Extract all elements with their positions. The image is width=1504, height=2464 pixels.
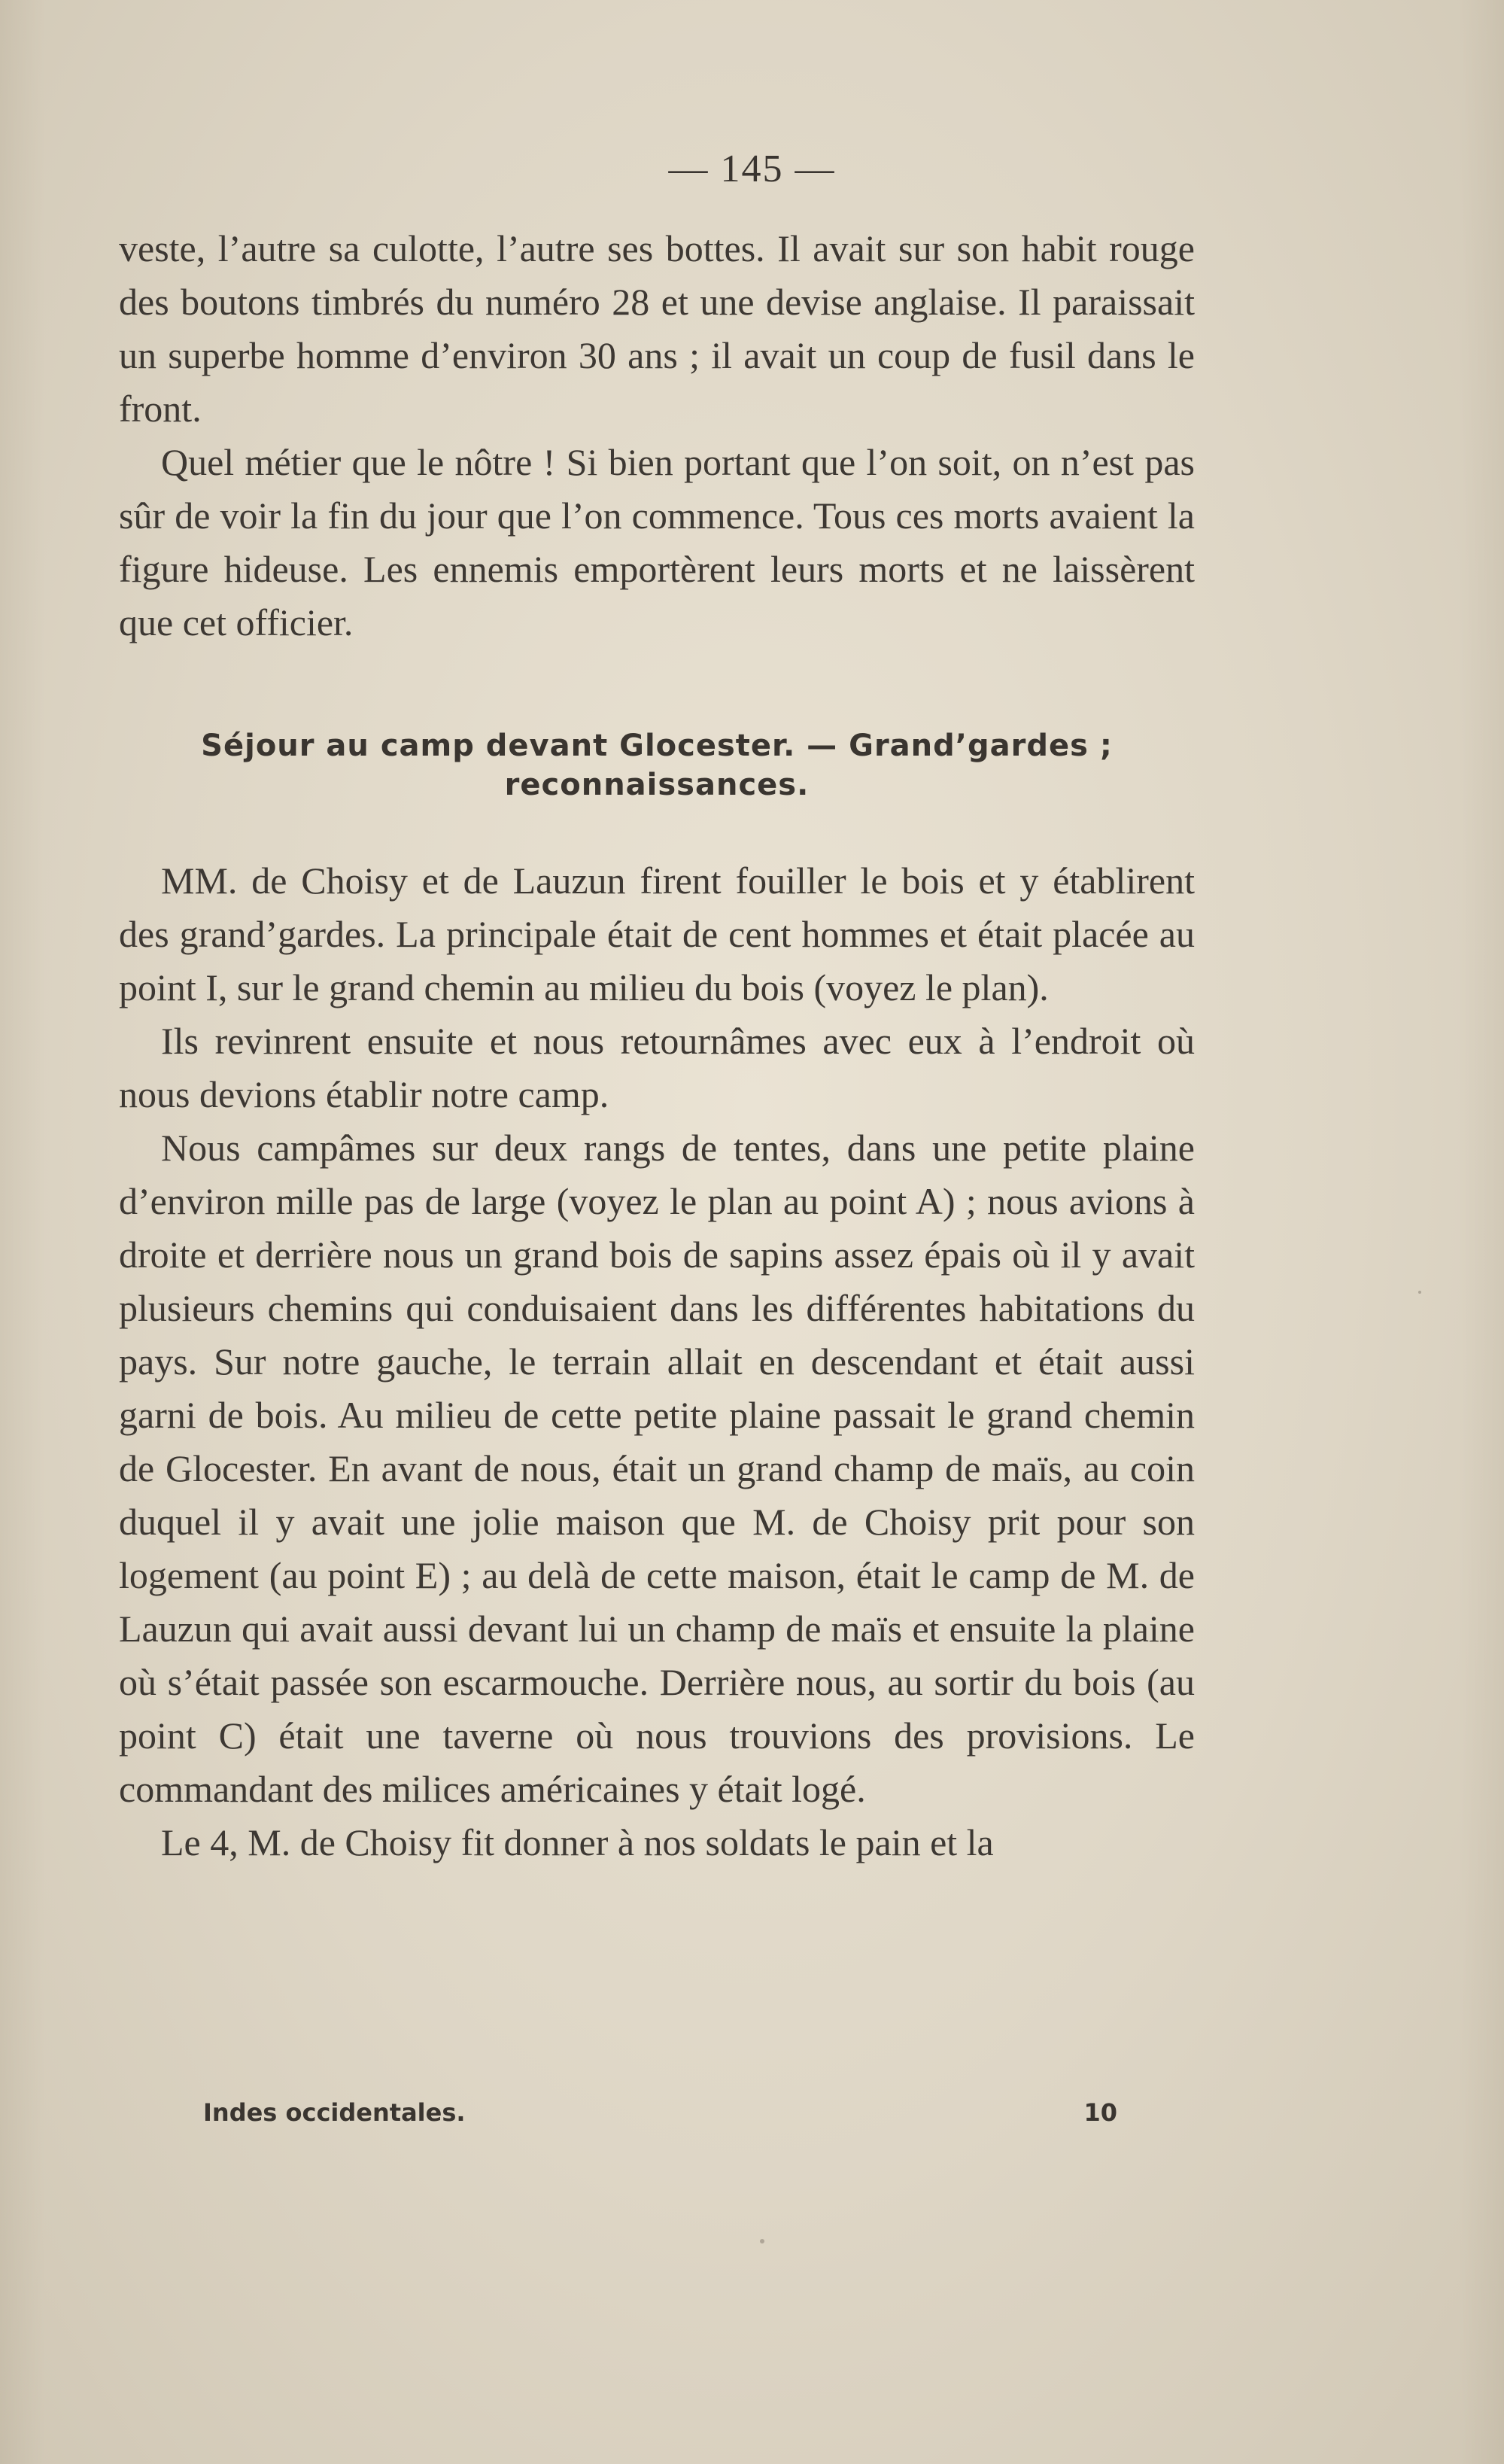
text-block-bottom	[119, 854, 1195, 1869]
page-number: — 145 —	[668, 148, 836, 190]
text-block-top	[119, 222, 1195, 649]
paper-speck	[760, 2239, 764, 2243]
page-footer	[203, 2098, 1117, 2127]
paper-speck	[1418, 1291, 1421, 1294]
paragraph: veste, l’autre sa culotte, l’autre ses bottes. Il avait sur son habit rouge des boutons timbrés du numéro 28 et une devise anglaise. Il paraissait un superbe homme d’environ 30 ans ; il avait un coup de fusil dans le front.	[119, 227, 1195, 430]
paragraph: Le 4, M. de Choisy fit donner à nos soldats le pain et la	[161, 1821, 994, 1863]
footer-signature-title: Indes occidentales.	[203, 2098, 466, 2127]
section-heading-line-1: Séjour au camp devant Glocester. — Grand’gardes ;	[201, 729, 1113, 763]
paragraph: Nous campâmes sur deux rangs de tentes, dans une petite plaine d’environ mille pas de large (voyez le plan au point A) ; nous avions à droite et derrière nous un grand bois de sapins assez épais où il y avait plusieurs chemins qui conduisaient dans les différentes habitations du pays. Sur notre gauche, le terrain allait en descendant et était aussi garni de bois. Au milieu de cette petite plaine passait le grand chemin de Glocester. En avant de nous, était un grand champ de maïs, au coin duquel il y avait une jolie maison que M. de Choisy prit pour son logement (au point E) ; au delà de cette maison, était le camp de M. de Lauzun qui avait aussi devant lui un champ de maïs et ensuite la plaine où s’était passée son escarmouche. Derrière nous, au sortir du bois (au point C) était une taverne où nous trouvions des provisions. Le commandant des milices américaines y était logé.	[119, 1127, 1195, 1810]
paragraph: MM. de Choisy et de Lauzun firent fouiller le bois et y établirent des grand’gardes. La principale était de cent hommes et était placée au point I, sur le grand chemin au milieu du bois (voyez le plan).	[119, 859, 1195, 1008]
paragraph: Ils revinrent ensuite et nous retournâmes avec eux à l’endroit où nous devions établir notre camp.	[119, 1020, 1195, 1115]
section-heading	[119, 726, 1195, 805]
paragraph: Quel métier que le nôtre ! Si bien portant que l’on soit, on n’est pas sûr de voir la fin du jour que l’on commence. Tous ces morts avaient la figure hideuse. Les ennemis emportèrent leurs morts et ne laissèrent que cet officier.	[119, 441, 1195, 643]
footer-signature-number: 10	[1083, 2098, 1117, 2127]
section-heading-line-2: reconnaissances.	[504, 768, 810, 802]
